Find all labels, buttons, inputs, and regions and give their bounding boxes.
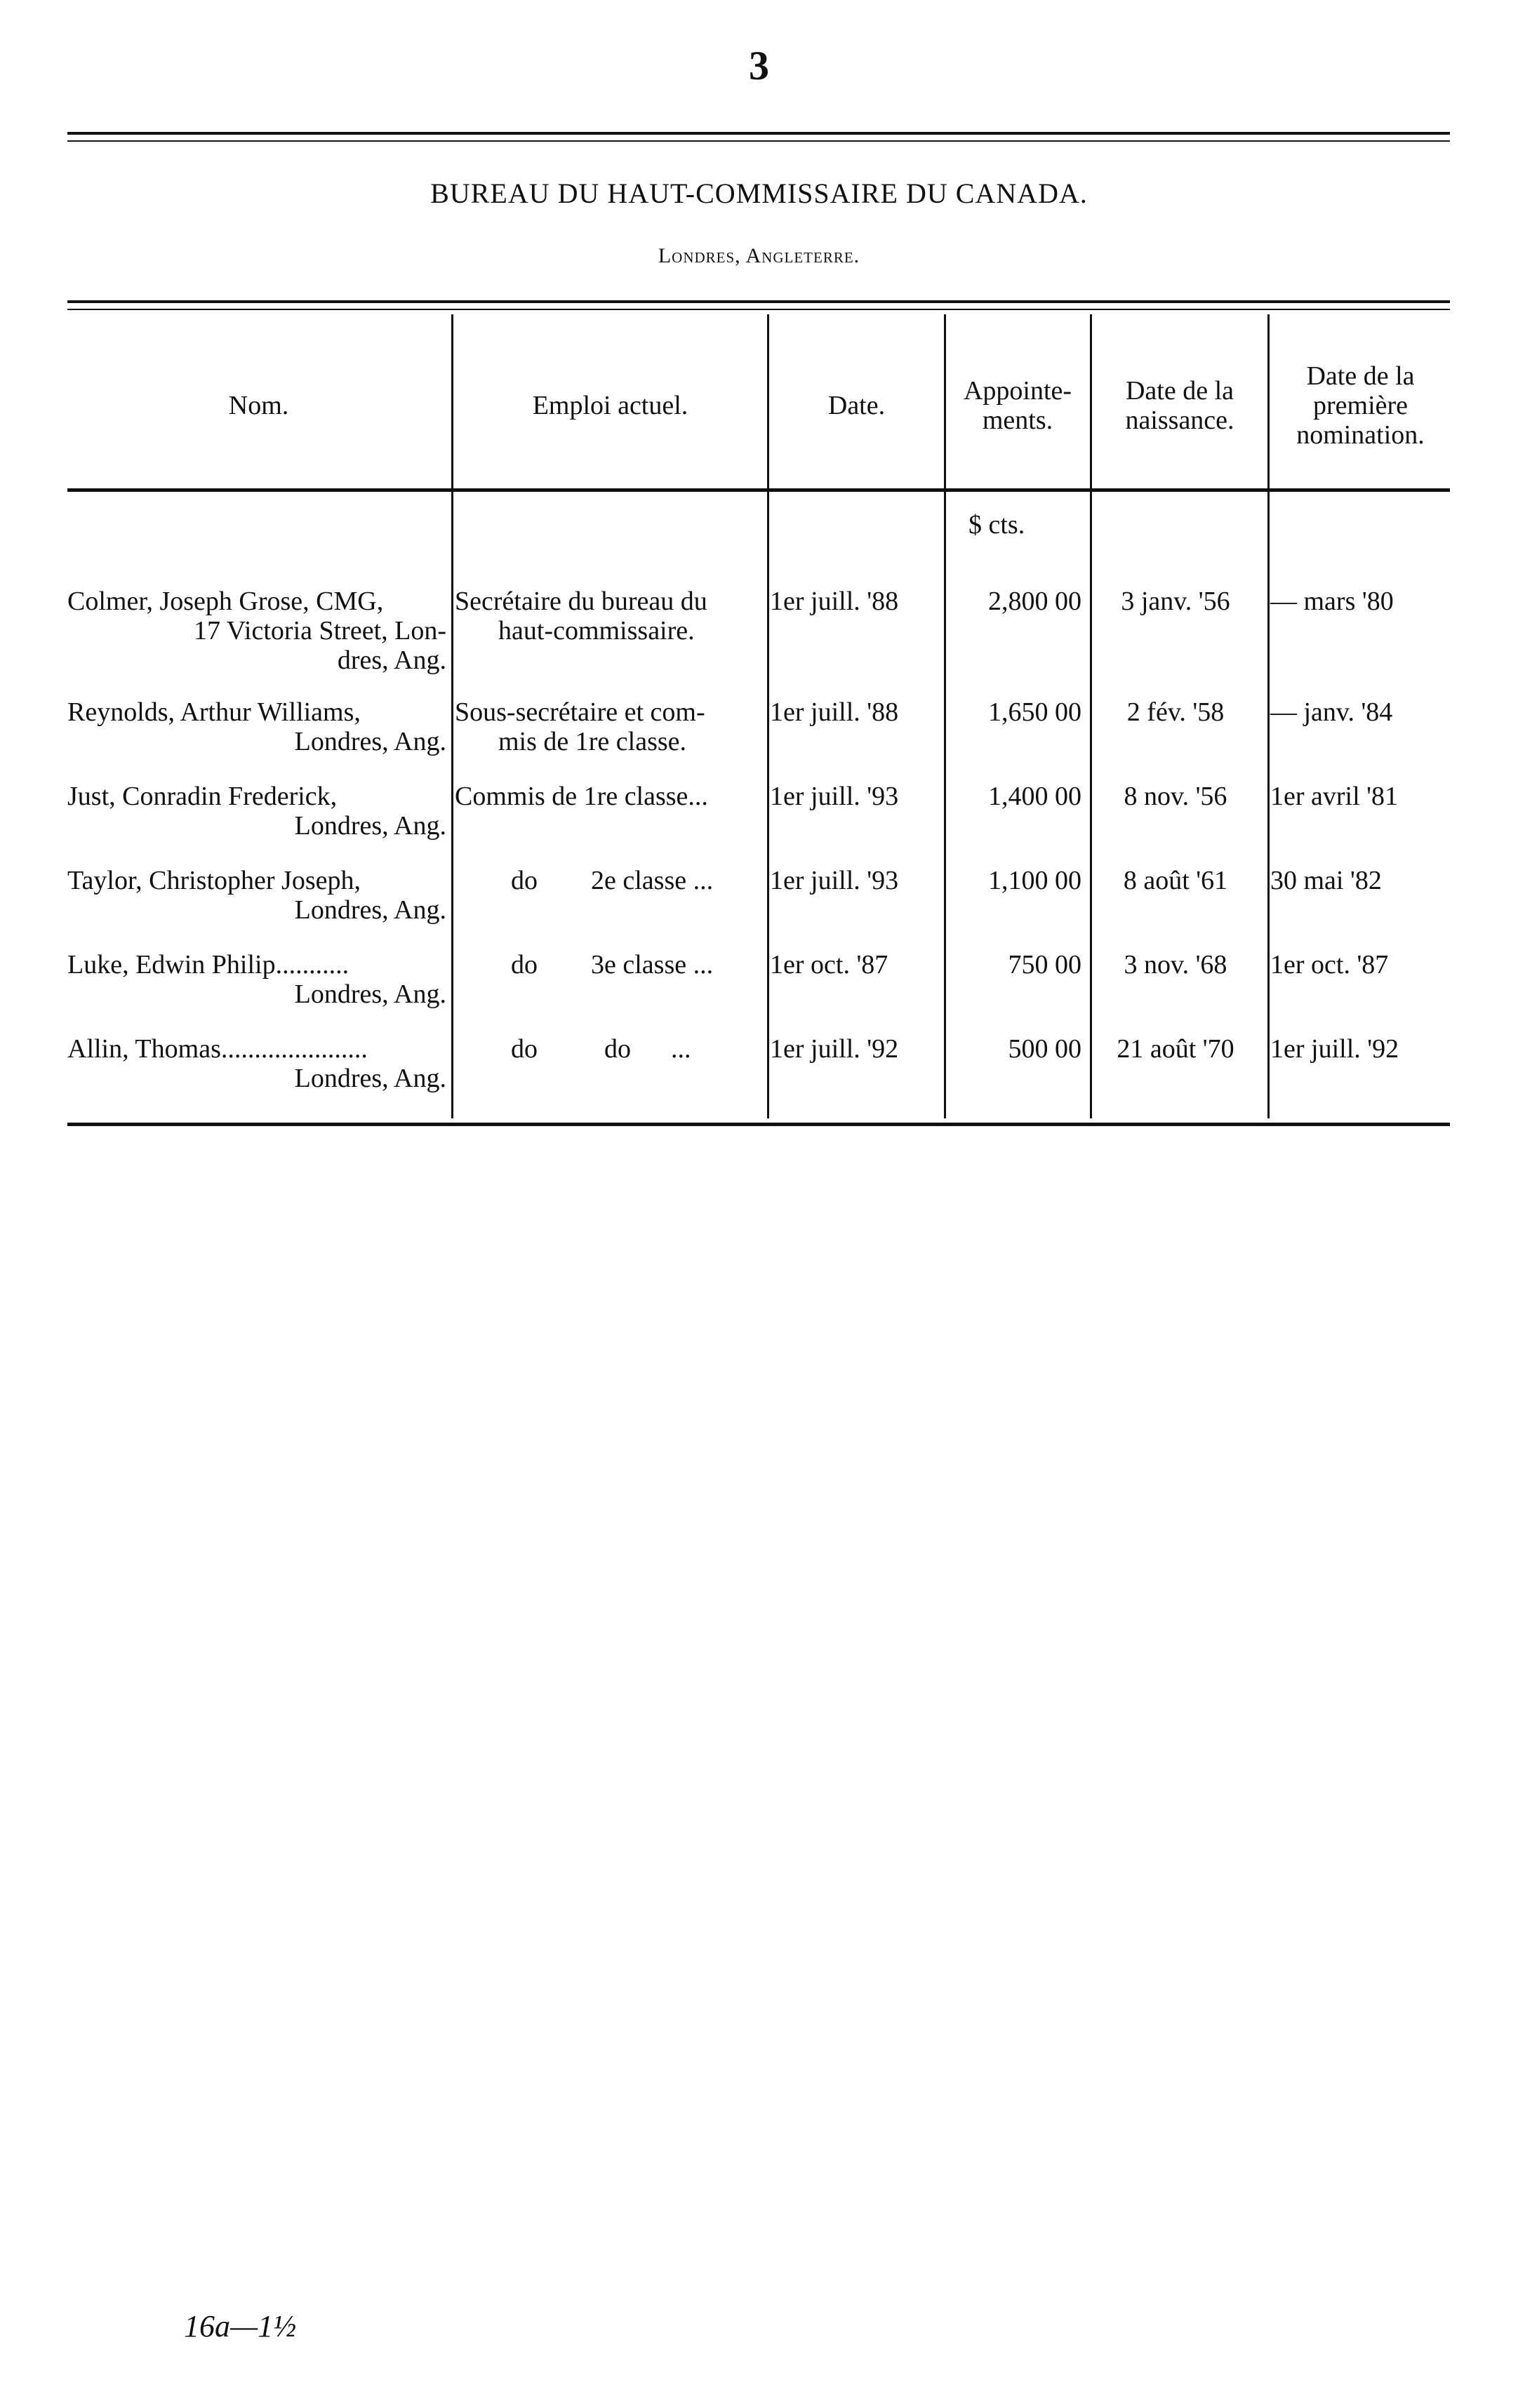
row-name — [67, 697, 446, 756]
name-line: Taylor, Christopher Joseph, — [67, 866, 361, 895]
row-birth-date: 3 nov. '68 — [1124, 950, 1227, 979]
row-name — [67, 587, 446, 675]
name-line: 17 Victoria Street, Lon- — [193, 616, 446, 646]
job-line: do 2e classe ... — [511, 866, 714, 895]
name-line: Londres, Ang. — [294, 727, 446, 756]
row-birth-date: 21 août '70 — [1117, 1034, 1234, 1064]
row-name — [67, 866, 446, 925]
footer-reference: 16a—1½ — [184, 2309, 297, 2343]
row-job — [455, 587, 760, 646]
row-first-nomination: 1er juill. '92 — [1270, 1034, 1399, 1064]
currency-unit: $ cts. — [968, 510, 1025, 540]
job-line: do do ... — [511, 1034, 691, 1064]
row-amount: 1,400 00 — [988, 782, 1081, 811]
table-top-rule-thin — [67, 309, 1450, 310]
header-date: Date. — [827, 391, 886, 420]
row-date: 1er juill. '93 — [770, 782, 899, 811]
row-date: 1er juill. '88 — [770, 587, 899, 616]
name-line: Colmer, Joseph Grose, CMG, — [67, 587, 384, 616]
row-first-nomination: 1er oct. '87 — [1270, 950, 1389, 979]
row-name — [67, 782, 446, 841]
row-amount: 1,100 00 — [988, 866, 1081, 895]
row-birth-date: 3 janv. '56 — [1121, 587, 1230, 616]
name-line: Just, Conradin Frederick, — [67, 782, 338, 811]
row-first-nomination: 30 mai '82 — [1270, 866, 1382, 895]
job-line: mis de 1re classe. — [498, 727, 687, 756]
job-line: Commis de 1re classe... — [455, 782, 708, 811]
row-amount: 1,650 00 — [988, 697, 1081, 727]
name-line: Londres, Ang. — [294, 1064, 446, 1093]
name-line: Reynolds, Arthur Williams, — [67, 697, 361, 727]
row-date: 1er juill. '92 — [770, 1034, 899, 1064]
row-birth-date: 8 août '61 — [1123, 866, 1228, 895]
row-amount: 500 00 — [1008, 1034, 1081, 1064]
table-bottom-rule — [67, 1123, 1450, 1126]
header-job: Emploi actuel. — [532, 391, 688, 420]
page-number: 3 — [749, 43, 769, 88]
column-separator — [451, 314, 453, 1118]
job-line: Secrétaire du bureau du — [455, 587, 707, 616]
row-date: 1er juill. '93 — [770, 866, 899, 895]
name-line: Luke, Edwin Philip........... — [67, 950, 349, 979]
header-salary: Appointe- ments. — [963, 376, 1072, 435]
row-name — [67, 1034, 446, 1093]
row-amount: 750 00 — [1008, 950, 1081, 979]
row-first-nomination: — janv. '84 — [1270, 697, 1393, 727]
row-date: 1er juill. '88 — [770, 697, 899, 727]
column-separator — [1267, 314, 1270, 1118]
row-job — [455, 866, 760, 895]
row-date: 1er oct. '87 — [770, 950, 888, 979]
job-line: do 3e classe ... — [511, 950, 714, 979]
table-top-rule-thick — [67, 300, 1450, 303]
header-birth: Date de la naissance. — [1125, 376, 1234, 435]
row-name — [67, 950, 446, 1009]
bureau-subtitle: Londres, Angleterre. — [658, 244, 860, 267]
name-line: Londres, Ang. — [294, 895, 446, 925]
top-rule-thin — [67, 140, 1450, 142]
row-birth-date: 8 nov. '56 — [1124, 782, 1227, 811]
row-amount: 2,800 00 — [988, 587, 1081, 616]
header-bottom-rule — [67, 488, 1450, 492]
header-name: Nom. — [228, 391, 289, 420]
row-job — [455, 950, 760, 979]
bureau-title: BUREAU DU HAUT-COMMISSAIRE DU CANADA. — [430, 178, 1088, 209]
name-line: Londres, Ang. — [294, 811, 446, 841]
top-rule-thick — [67, 132, 1450, 135]
name-line: Allin, Thomas...................... — [67, 1034, 368, 1064]
row-first-nomination: — mars '80 — [1270, 587, 1394, 616]
row-job — [455, 782, 760, 811]
row-job — [455, 697, 760, 756]
job-line: Sous-secrétaire et com- — [455, 697, 705, 727]
job-line: haut-commissaire. — [498, 616, 695, 646]
name-line: dres, Ang. — [337, 646, 446, 675]
row-first-nomination: 1er avril '81 — [1270, 782, 1399, 811]
name-line: Londres, Ang. — [294, 979, 446, 1009]
row-birth-date: 2 fév. '58 — [1126, 697, 1225, 727]
header-first-nomination: Date de la première nomination. — [1296, 361, 1425, 450]
column-separator — [767, 314, 769, 1118]
row-job — [455, 1034, 760, 1064]
